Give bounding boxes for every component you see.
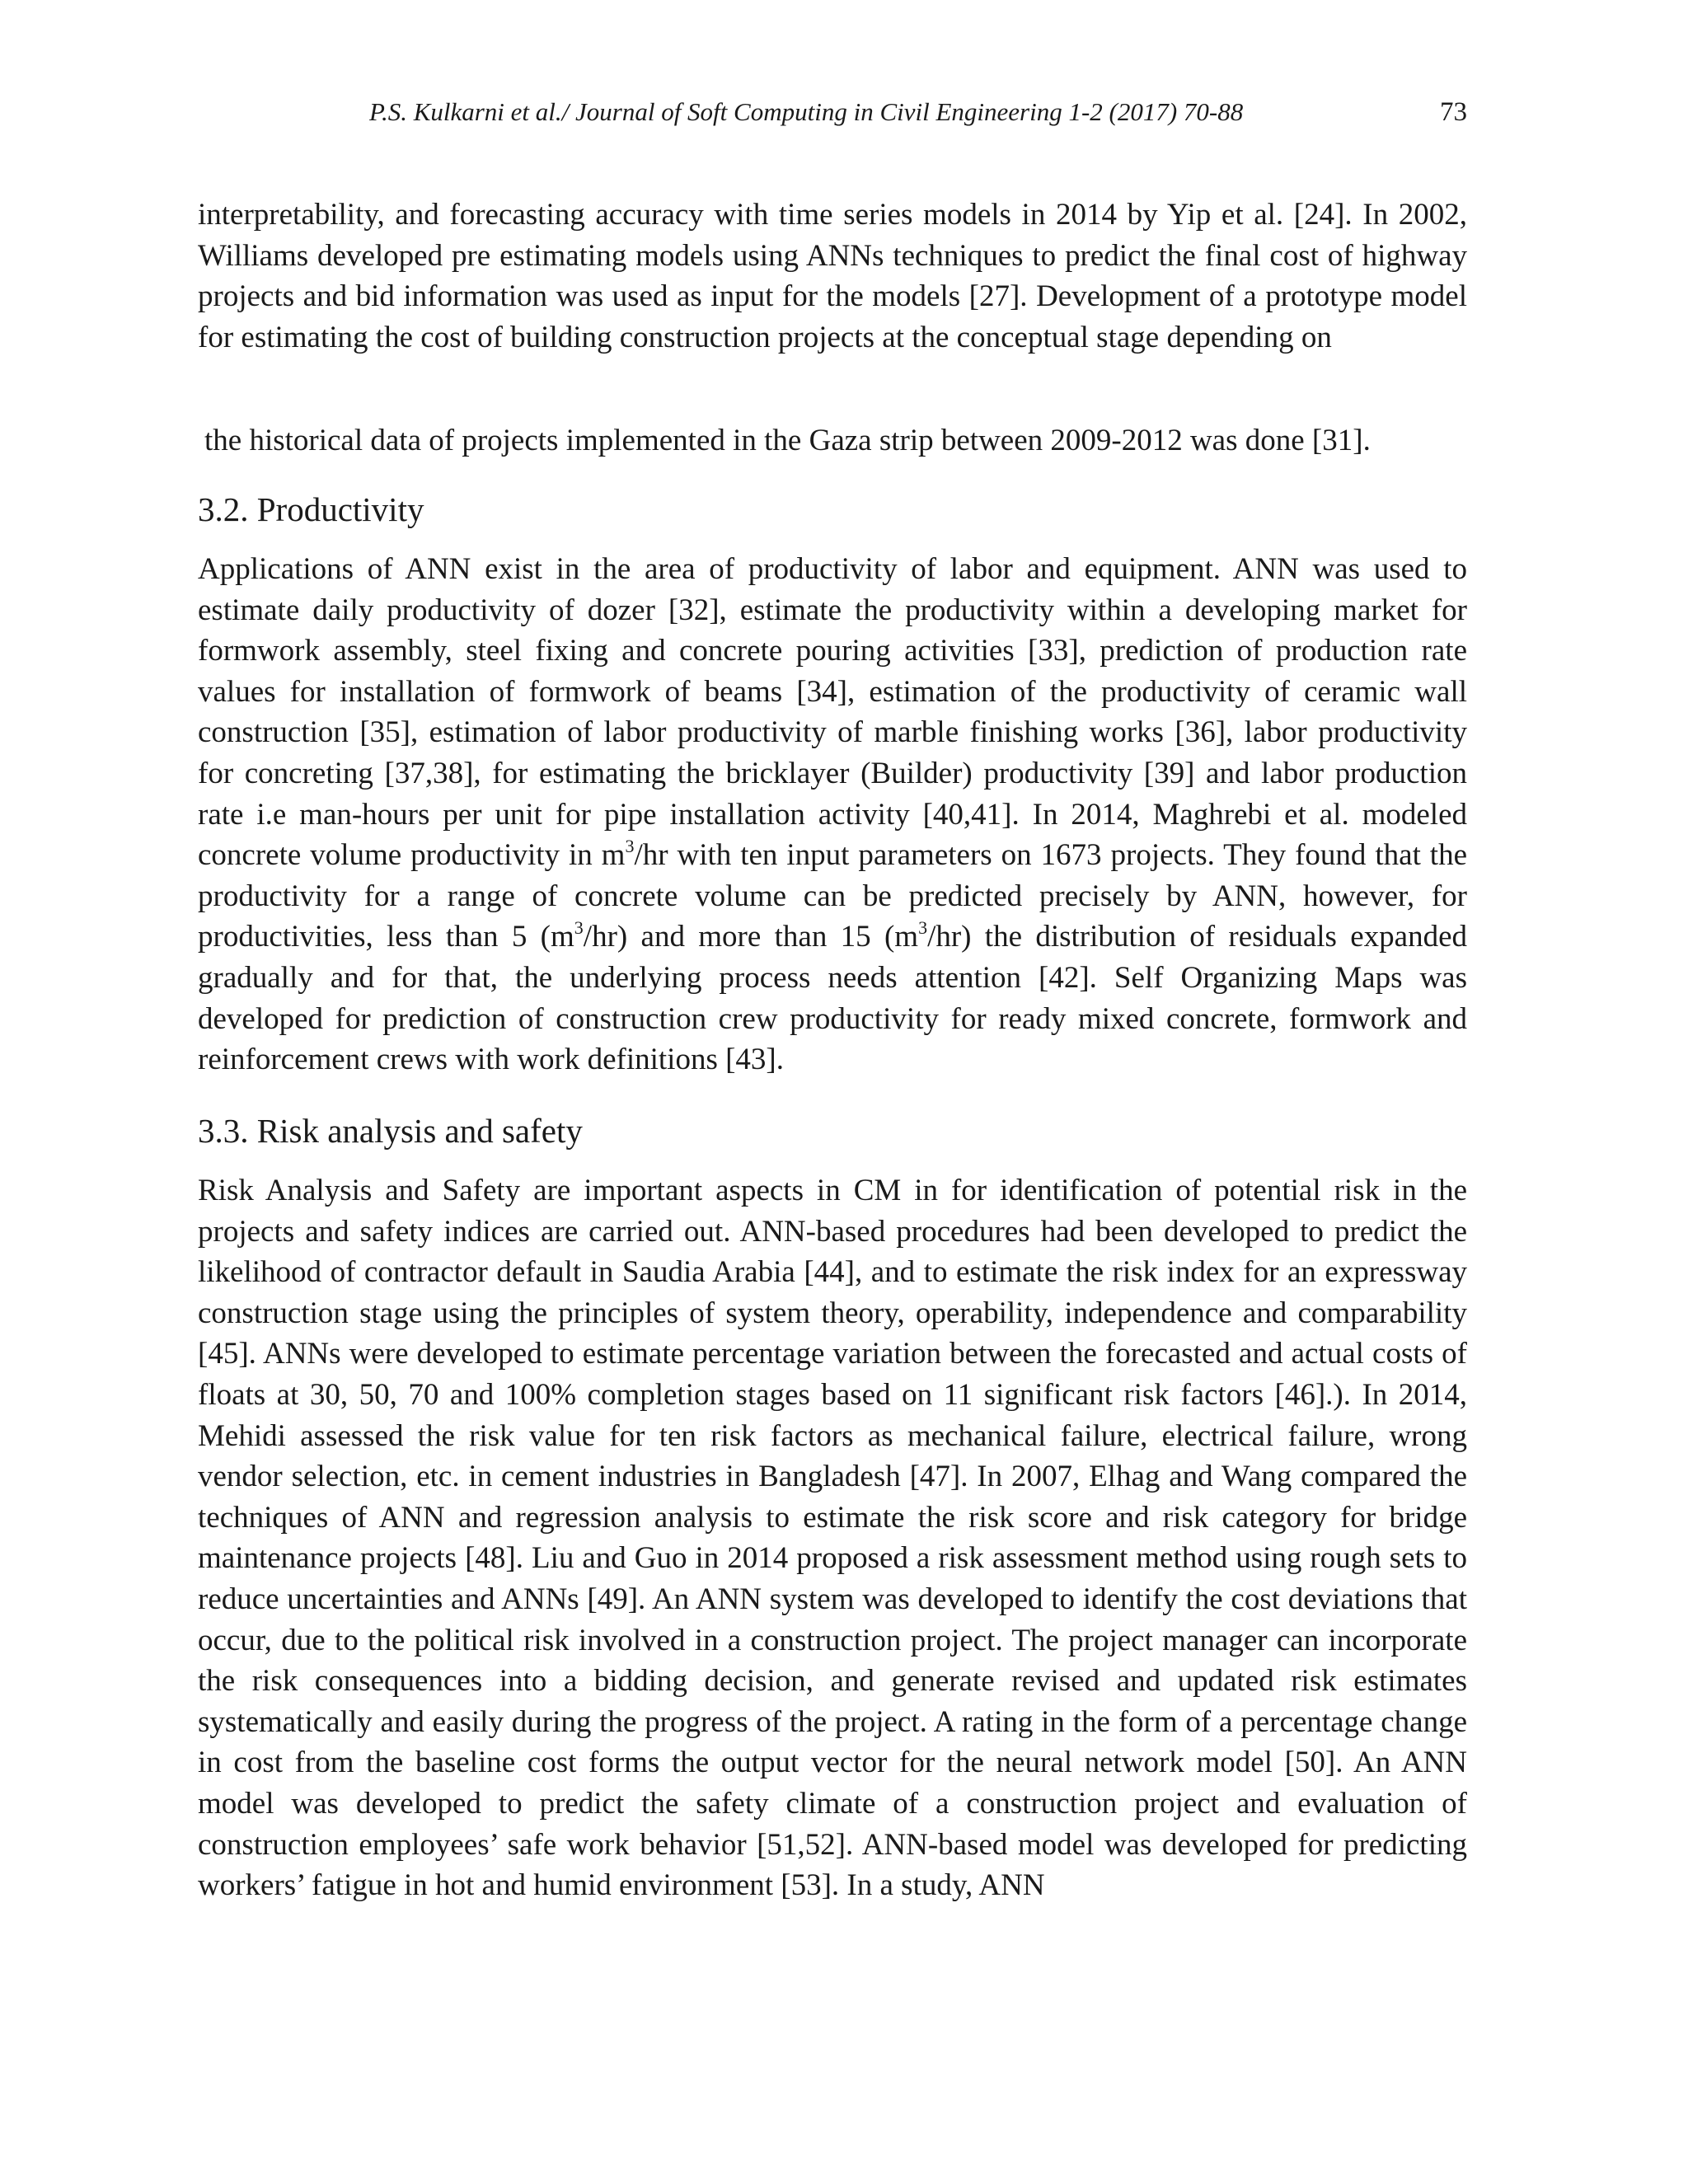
- text-run: Applications of ANN exist in the area of productivity of labor and equipment. ANN was used to estimate daily productivity of dozer [32], estimate the productivity within a developing market for formwork assembly, steel fixing and concrete pouring activities [33], prediction of production rate values for installation of formwork of beams [34], estimation of the productivity of ceramic wall construction [35], estimation of labor productivity of marble finishing works [36], labor productivity for concreting [37,38], for estimating the bricklayer (Builder) productivity [39] and labor production rate i.e man-hours per unit for pipe installation activity [40,41]. In 2014, Maghrebi et al. modeled concrete volume productivity in m: [198, 552, 1467, 873]
- text-run: /hr with ten input parameters on 1673 projects. They found that the productivity for a range of concrete volume can be predicted precisely by ANN, however, for productivities, less than 5 (m: [198, 838, 1467, 954]
- body-paragraph: [198, 549, 1467, 1080]
- body-paragraph: Risk Analysis and Safety are important aspects in CM in for identification of potential risk in the projects and safety indices are carried out. ANN-based procedures had been developed to predict the likelihood of contractor default in Saudia Arabia [44], and to estimate the risk index for an expressway construction stage using the principles of system theory, operability, independence and comparability [45]. ANNs were developed to estimate percentage variation between the forecasted and actual costs of floats at 30, 50, 70 and 100% completion stages based on 11 significant risk factors [46].). In 2014, Mehidi assessed the risk value for ten risk factors as mechanical failure, electrical failure, wrong vendor selection, etc. in cement industries in Bangladesh [47]. In 2007, Elhag and Wang compared the techniques of ANN and regression analysis to estimate the risk score and risk category for bridge maintenance projects [48]. Liu and Guo in 2014 proposed a risk assessment method using rough sets to reduce uncertainties and ANNs [49]. An ANN system was developed to identify the cost deviations that occur, due to the political risk involved in a construction project. The project manager can incorporate the risk consequences into a bidding decision, and generate revised and updated risk estimates systematically and easily during the progress of the project. A rating in the form of a percentage change in cost from the baseline cost forms the output vector for the neural network model [50]. An ANN model was developed to predict the safety climate of a construction project and evaluation of construction employees’ safe work behavior [51,52]. ANN-based model was developed for predicting workers’ fatigue in hot and humid environment [53]. In a study, ANN: [198, 1174, 1467, 1903]
- superscript: 3: [574, 917, 584, 939]
- text-run: /hr) and more than 15 (m: [583, 920, 919, 954]
- body-paragraph: the historical data of projects implemented in the Gaza strip between 2009-2012 was done [31].: [204, 424, 1371, 457]
- superscript: 3: [918, 917, 928, 939]
- body-paragraph: interpretability, and forecasting accuracy with time series models in 2014 by Yip et al. [24]. In 2002, Williams developed pre estimating models using ANNs techniques to predict the final cost of highway projects and bid information was used as input for the models [27]. Development of a prototype model for estimating the cost of building construction projects at the conceptual stage depending on: [198, 198, 1467, 354]
- section-heading-risk-analysis: 3.3. Risk analysis and safety: [198, 1112, 583, 1150]
- section-heading-productivity: 3.2. Productivity: [198, 490, 424, 528]
- running-header: [198, 97, 1467, 138]
- text-run: /hr) the distribution of residuals expanded gradually and for that, the underlying process needs attention [42]. Self Organizing Maps was developed for prediction of construction crew productivity for ready mixed concrete, formwork and reinforcement crews with work definitions [43].: [198, 920, 1468, 1077]
- superscript: 3: [625, 836, 635, 857]
- running-title: P.S. Kulkarni et al./ Journal of Soft Computing in Civil Engineering 1-2 (2017) 70-88: [369, 97, 1244, 126]
- page-number: 73: [1440, 97, 1467, 127]
